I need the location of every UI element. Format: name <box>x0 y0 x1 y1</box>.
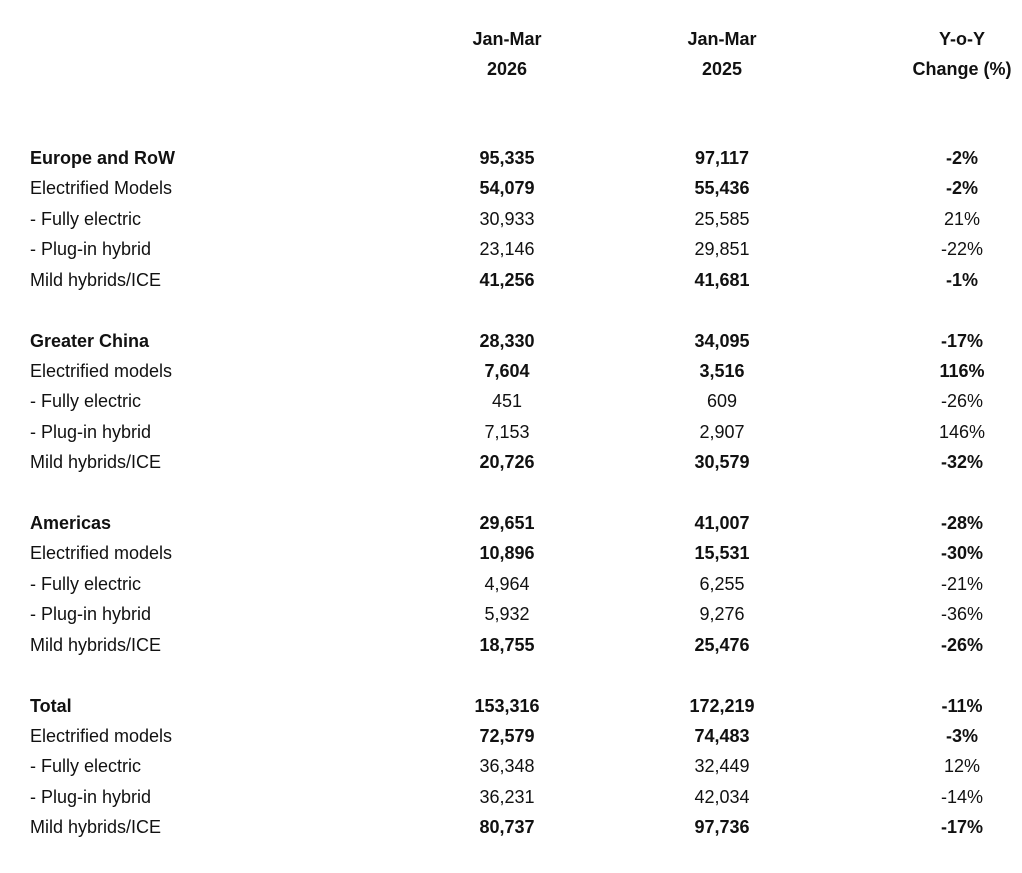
row-label: - Fully electric <box>30 573 142 594</box>
value-2025: 97,117 <box>694 148 750 168</box>
value-2025: 25,585 <box>694 208 750 229</box>
table-row <box>0 812 1000 842</box>
value-2025: 29,851 <box>694 239 750 260</box>
yoy-change: -26% <box>940 391 984 412</box>
value-2026: 5,932 <box>484 604 530 625</box>
yoy-change: -2% <box>945 178 978 199</box>
table-row <box>0 234 1000 264</box>
row-label: Electrified Models <box>30 178 173 199</box>
row-label: - Fully electric <box>30 756 142 777</box>
table-row <box>0 204 1000 234</box>
value-2025: 3,516 <box>699 360 745 381</box>
yoy-change: 21% <box>943 208 981 229</box>
value-2025: 97,736 <box>694 817 750 838</box>
value-2025: 32,449 <box>694 756 750 777</box>
row-label: - Fully electric <box>30 391 142 412</box>
yoy-change: -32% <box>940 452 984 473</box>
yoy-change: -21% <box>940 573 984 594</box>
table-row <box>0 265 1000 295</box>
table-row <box>0 751 1000 781</box>
table-row <box>0 569 1000 599</box>
value-2025: 74,483 <box>694 726 750 747</box>
value-2025: 172,219 <box>689 695 755 716</box>
row-label: Mild hybrids/ICE <box>30 634 162 655</box>
row-label: Electrified models <box>30 543 173 564</box>
value-2026: 36,231 <box>479 786 535 807</box>
row-label: - Plug-in hybrid <box>30 239 152 260</box>
row-label: Americas <box>30 513 112 534</box>
value-2025: 34,095 <box>694 330 750 351</box>
value-2025: 41,007 <box>694 513 750 534</box>
row-label: - Plug-in hybrid <box>30 604 152 625</box>
value-2025: 609 <box>706 391 738 412</box>
table-row <box>0 143 1000 173</box>
row-label: - Fully electric <box>30 208 142 229</box>
yoy-change: 12% <box>943 756 981 777</box>
value-2026: 95,335 <box>479 148 535 168</box>
value-2026: 451 <box>491 391 523 412</box>
row-label: Electrified models <box>30 360 173 381</box>
value-2026: 72,579 <box>479 726 535 747</box>
column-header-yoy-change <box>902 24 1022 88</box>
value-2026: 28,330 <box>479 330 535 351</box>
value-2025: 25,476 <box>694 634 750 655</box>
value-2026: 4,964 <box>484 573 530 594</box>
value-2025: 15,531 <box>694 543 750 564</box>
row-label: Mild hybrids/ICE <box>30 452 162 473</box>
table-row <box>0 630 1000 660</box>
value-2026: 153,316 <box>474 695 540 716</box>
yoy-change: -14% <box>940 786 984 807</box>
value-2026: 10,896 <box>479 543 535 564</box>
table-row <box>0 417 1000 447</box>
value-2026: 41,256 <box>479 269 535 290</box>
value-2025: 41,681 <box>694 269 750 290</box>
table-row <box>0 508 1000 538</box>
row-label: Greater China <box>30 330 150 351</box>
table-row <box>0 386 1000 416</box>
yoy-change: 116% <box>939 360 985 381</box>
yoy-change: -17% <box>940 330 984 351</box>
row-label: Mild hybrids/ICE <box>30 817 162 838</box>
table-row <box>0 356 1000 386</box>
row-label: Electrified models <box>30 726 173 747</box>
yoy-change: -30% <box>940 543 984 564</box>
value-2026: 54,079 <box>479 178 535 199</box>
table-row <box>0 447 1000 477</box>
row-label: Europe and RoW <box>30 148 175 168</box>
table-group <box>0 326 1000 478</box>
yoy-change: -36% <box>940 604 984 625</box>
yoy-change: -2% <box>945 148 978 168</box>
table-group <box>0 508 1000 660</box>
table-group <box>0 143 1000 295</box>
value-2026: 23,146 <box>479 239 535 260</box>
value-2026: 20,726 <box>479 452 535 473</box>
row-label: Total <box>30 695 72 716</box>
column-header-line2: 2025 <box>701 59 743 79</box>
row-label: - Plug-in hybrid <box>30 421 152 442</box>
value-2026: 18,755 <box>479 634 535 655</box>
table-row <box>0 599 1000 629</box>
yoy-change: 146% <box>938 421 986 442</box>
value-2025: 55,436 <box>694 178 750 199</box>
column-header-jan-mar-2025 <box>662 24 782 88</box>
table-group <box>0 691 1000 843</box>
table-row <box>0 326 1000 356</box>
value-2026: 7,604 <box>484 360 530 381</box>
value-2026: 7,153 <box>484 421 530 442</box>
table-body <box>0 143 1000 873</box>
yoy-change: -26% <box>940 634 984 655</box>
column-header-line2: Change (%) <box>912 59 1012 79</box>
yoy-change: -1% <box>945 269 978 290</box>
yoy-change: -11% <box>941 695 983 716</box>
value-2025: 30,579 <box>694 452 750 473</box>
yoy-change: -22% <box>940 239 984 260</box>
row-label: - Plug-in hybrid <box>30 786 152 807</box>
column-header-line1: Y-o-Y <box>938 29 985 49</box>
yoy-change: -17% <box>940 817 984 838</box>
value-2025: 2,907 <box>699 421 745 442</box>
table-row <box>0 782 1000 812</box>
value-2026: 30,933 <box>479 208 535 229</box>
value-2025: 42,034 <box>694 786 750 807</box>
table-row <box>0 721 1000 751</box>
yoy-change: -3% <box>945 726 978 747</box>
column-header-jan-mar-2026 <box>447 24 567 88</box>
value-2026: 36,348 <box>479 756 535 777</box>
row-label: Mild hybrids/ICE <box>30 269 162 290</box>
yoy-change: -28% <box>940 513 984 534</box>
column-header-line1: Jan-Mar <box>687 29 757 49</box>
table-row <box>0 173 1000 203</box>
value-2025: 9,276 <box>699 604 745 625</box>
table-row <box>0 691 1000 721</box>
table-row <box>0 538 1000 568</box>
value-2026: 29,651 <box>479 513 535 534</box>
value-2026: 80,737 <box>479 817 535 838</box>
column-header-line1: Jan-Mar <box>472 29 542 49</box>
column-header-line2: 2026 <box>486 59 528 79</box>
value-2025: 6,255 <box>699 573 745 594</box>
